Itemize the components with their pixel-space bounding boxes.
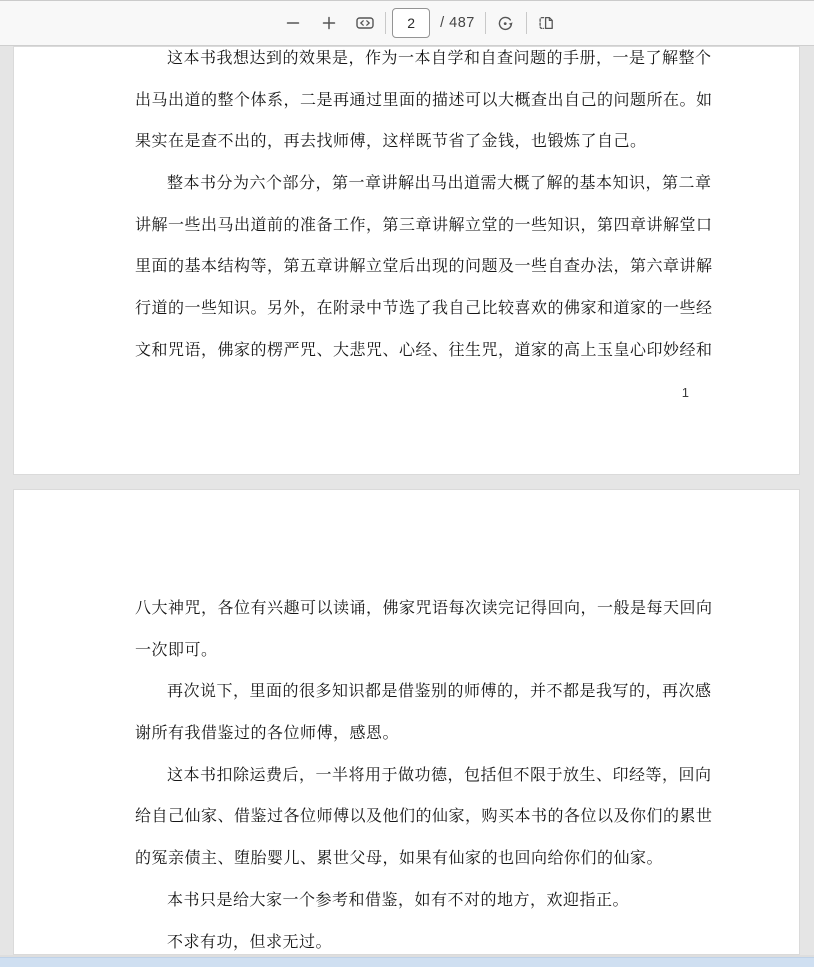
text-line: 行道的一些知识。另外，在附录中节选了我自己比较喜欢的佛家和道家的一些经 bbox=[135, 300, 713, 318]
text-line: 这本书扣除运费后，一半将用于做功德，包括但不限于放生、印经等，回向 bbox=[167, 766, 712, 784]
page-view-icon bbox=[538, 15, 555, 31]
page-number-input[interactable] bbox=[392, 8, 430, 38]
fit-to-width-button[interactable] bbox=[351, 9, 379, 37]
rotate-icon bbox=[497, 15, 514, 32]
text-line: 给自己仙家、借鉴过各位师傅以及他们的仙家，购买本书的各位以及你们的累世 bbox=[135, 808, 713, 826]
pdf-page-2 bbox=[13, 489, 800, 955]
text-line: 里面的基本结构等，第五章讲解立堂后出现的问题及一些自查办法，第六章讲解 bbox=[135, 258, 713, 276]
text-line: 果实在是查不出的，再去找师傅，这样既节省了金钱，也锻炼了自己。 bbox=[135, 133, 647, 151]
zoom-out-button[interactable] bbox=[279, 9, 307, 37]
zoom-in-button[interactable] bbox=[315, 9, 343, 37]
text-line: 本书只是给大家一个参考和借鉴，如有不对的地方，欢迎指正。 bbox=[167, 891, 630, 909]
text-line: 谢所有我借鉴过的各位师傅，感恩。 bbox=[135, 725, 400, 743]
text-line: 八大神咒，各位有兴趣可以读诵，佛家咒语每次读完记得回向，一般是每天回向 bbox=[135, 600, 713, 617]
text-line: 再次说下，里面的很多知识都是借鉴别的师傅的，并不都是我写的，再次感 bbox=[167, 683, 712, 701]
page1-text-block bbox=[135, 46, 713, 413]
text-line: 不求有功，但求无过。 bbox=[167, 933, 333, 951]
toolbar-controls bbox=[279, 8, 561, 38]
toolbar-divider bbox=[485, 12, 486, 34]
pdf-toolbar bbox=[0, 0, 814, 46]
page2-text-block bbox=[135, 588, 713, 955]
text-line: 出马出道的整个体系，二是再通过里面的描述可以大概查出自己的问题所在。如 bbox=[135, 91, 713, 109]
toolbar-divider bbox=[526, 12, 527, 34]
zoom-out-icon bbox=[285, 15, 301, 31]
text-line: 一次即可。 bbox=[135, 641, 218, 659]
text-line: 整本书分为六个部分，第一章讲解出马出道需大概了解的基本知识，第二章 bbox=[167, 175, 712, 193]
occluded-window-strip bbox=[0, 957, 814, 967]
rotate-button[interactable] bbox=[492, 9, 520, 37]
pdf-viewer-canvas[interactable] bbox=[0, 46, 814, 955]
fit-to-width-icon bbox=[356, 15, 374, 31]
text-line: 这本书我想达到的效果是，作为一本自学和自查问题的手册，一是了解整个 bbox=[167, 50, 712, 67]
text-line: 的冤亲债主、堕胎婴儿、累世父母，如果有仙家的也回向给你们的仙家。 bbox=[135, 850, 664, 868]
pdf-page-1 bbox=[13, 46, 800, 475]
zoom-in-icon bbox=[321, 15, 337, 31]
page-count-label: / 487 bbox=[440, 15, 475, 31]
toolbar-divider bbox=[385, 12, 386, 34]
text-line: 讲解一些出马出道前的准备工作，第三章讲解立堂的一些知识，第四章讲解堂口 bbox=[135, 216, 713, 234]
page-number-label: 1 bbox=[681, 384, 689, 400]
text-line: 文和咒语，佛家的楞严咒、大悲咒、心经、往生咒，道家的高上玉皇心印妙经和 bbox=[135, 341, 713, 359]
page-view-button[interactable] bbox=[533, 9, 561, 37]
